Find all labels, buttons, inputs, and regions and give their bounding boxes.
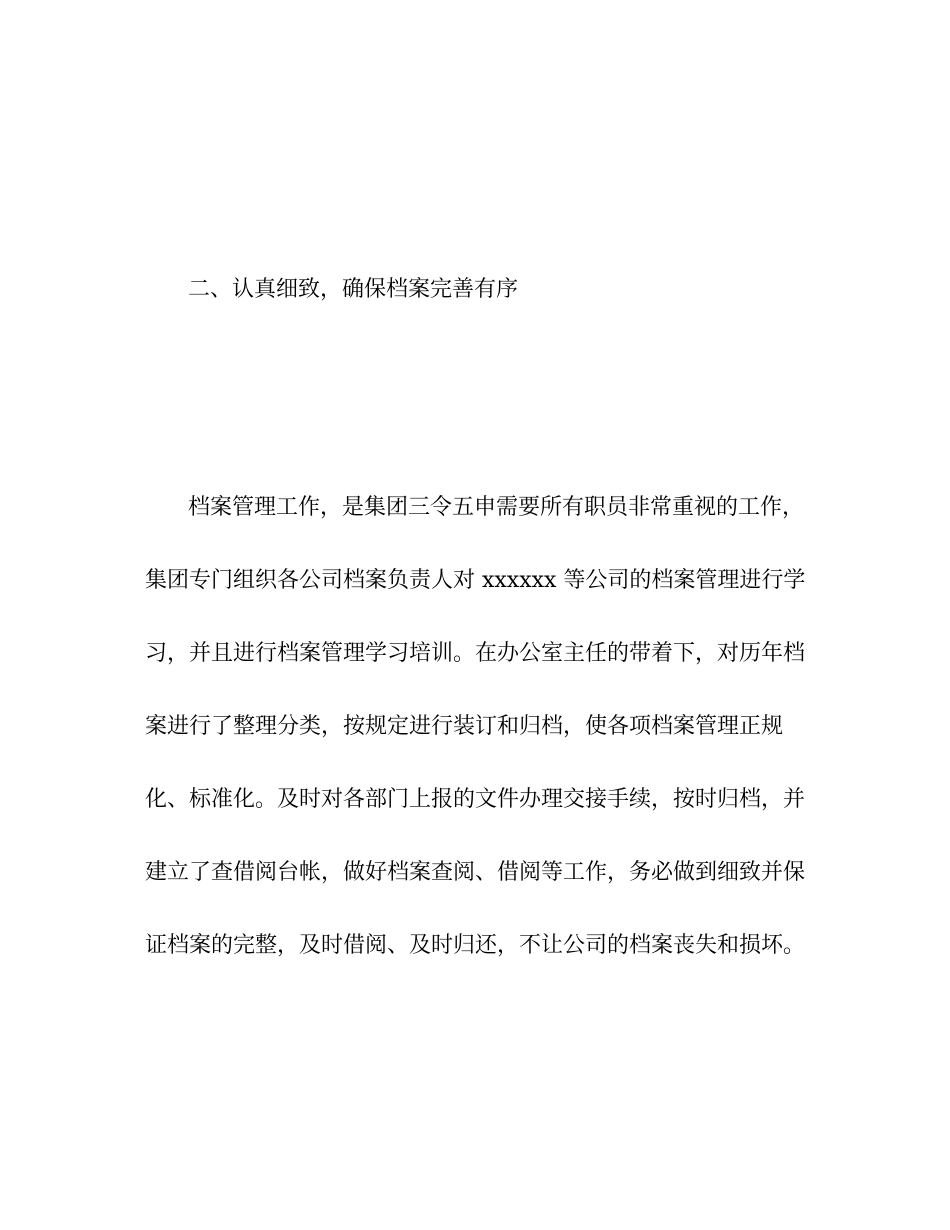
paragraph-line: 建立了查借阅台帐，做好档案查阅、借阅等工作，务必做到细致并保 — [145, 860, 806, 885]
paragraph-line: 证档案的完整，及时借阅、及时归还，不让公司的档案丧失和损坏。 — [145, 933, 806, 958]
paragraph-line: 案进行了整理分类，按规定进行装订和归档，使各项档案管理正规 — [145, 714, 784, 739]
paragraph-line: 集团专门组织各公司档案负责人对 xxxxxx 等公司的档案管理进行学 — [145, 568, 806, 593]
paragraph-line: 习，并且进行档案管理学习培训。在办公室主任的带着下，对历年档 — [145, 641, 806, 666]
paragraph-line: 档案管理工作，是集团三令五申需要所有职员非常重视的工作， — [188, 495, 805, 520]
paragraph-line: 化、标准化。及时对各部门上报的文件办理交接手续，按时归档，并 — [145, 787, 806, 812]
section-heading: 二、认真细致，确保档案完善有序 — [188, 277, 519, 302]
